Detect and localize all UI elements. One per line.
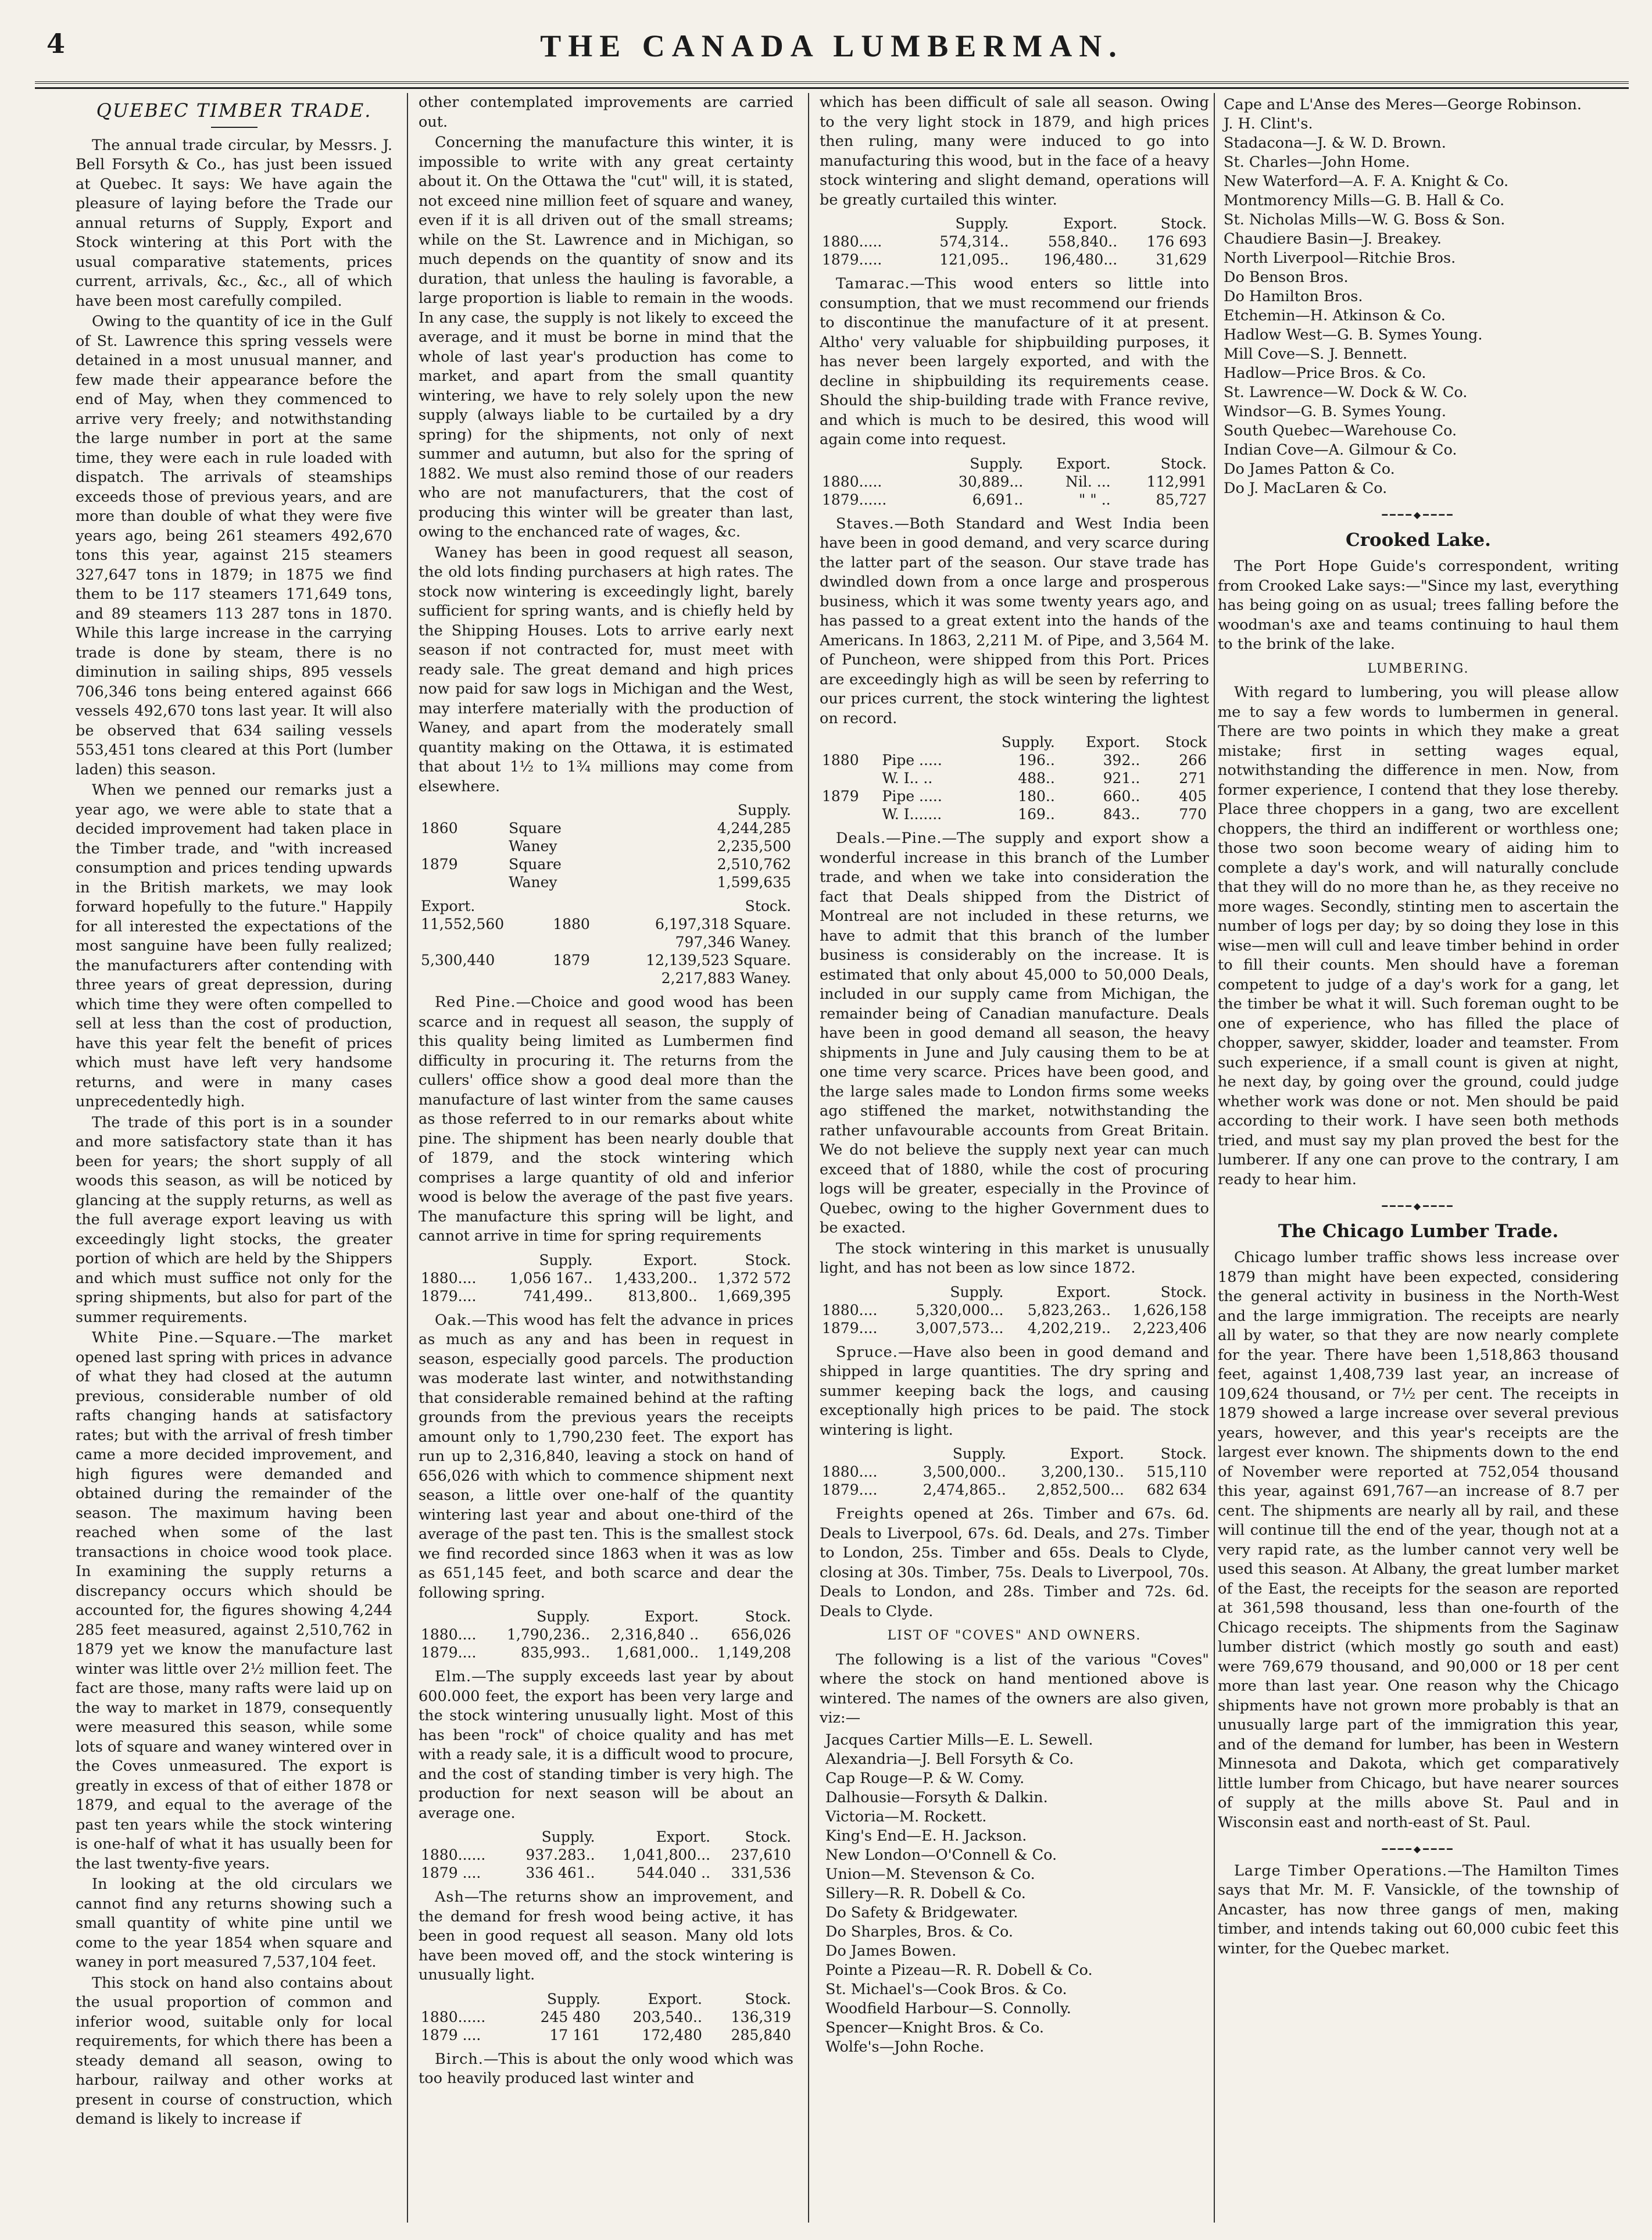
list-item: Chaudiere Basin—J. Breakey. <box>1224 230 1442 248</box>
list-item: Do Benson Bros. <box>1224 269 1349 286</box>
paragraph-text: —This wood has felt the advance in prices as much as any and has been in request in season, especially good parcels. The production was moderate last winter, and notwithstanding that considerable remained behind at the rafting grounds from the previous years the receipts amount only to 1,790,230 feet. The export has run up to 2,316,840, leaving a stock on hand of 656,026 with which to commence shipment next season, a little over one-half of the quantity wintering last year and about one-third of the average of the past ten. This is the smallest stock we find recorded since 1863 when it was as low as 651,145 feet, and both scarce and dear the following spring. <box>419 1311 793 1602</box>
column-1 <box>76 93 392 2228</box>
section-ornament: ━━━━◆━━━━ <box>1382 1201 1455 1212</box>
paragraph <box>820 1505 1209 1621</box>
spruce-table: Supply. Export. Stock. 1880.... 3,500,000.. 3,200,130.. 515,110 1879.... 2,474,865.. 2,852,500... 682 634 <box>820 1445 1209 1499</box>
table-row: 1879..... 121,095.. 196,480... 31,629 <box>822 251 1207 268</box>
paragraph-text: —The Hamilton Times says that Mr. M. F. Vansickle, of the township of Ancaster, has now three gangs of men, making timber, and intends taking out 60,000 cubic feet this winter, for the Quebec market. <box>1218 1862 1619 1957</box>
list-item: New London—O'Connell & Co. <box>825 1846 1057 1864</box>
table-row: 1879.... 741,499.. 813,800.. 1,669,395 <box>421 1287 791 1305</box>
list-item: Do Safety & Bridgewater. <box>825 1903 1018 1921</box>
list-item: Windsor—G. B. Symes Young. <box>1224 403 1446 420</box>
list-item: Dalhousie—Forsyth & Dalkin. <box>825 1788 1048 1806</box>
list-item: J. H. Clint's. <box>1224 115 1313 133</box>
article-title-crooked-lake: Crooked Lake. <box>1346 529 1491 551</box>
paragraph: The Port Hope Guide's correspondent, writing from Crooked Lake says:—"Since my last, everything has being going on as usual; trees falling before the woodman's axe and teams continuing to haul them to the brink of the lake. <box>1218 558 1619 653</box>
section-lead: Red Pine. <box>435 994 516 1011</box>
paragraph <box>419 1311 793 1603</box>
table-row: 11,552,560 1880 6,197,318 Square. <box>421 916 791 933</box>
table-row: 2,217,883 Waney. <box>661 970 791 987</box>
table-row: 1880..... 30,889... Nil. ... 112,991 <box>822 473 1207 490</box>
paragraph-text: —This wood enters so little into consumption, that we must recommend our friends to discontinue the manufacture of it at present. Altho' very valuable for shipbuilding purposes, it has never been largely exported, and with the decline in shipbuilding its requirements cease. Should the ship-building trade with France revive, and which is much to be desired, this wood will again come into request. <box>820 275 1209 448</box>
red-pine-table: Supply. Export. Stock. 1880.... 1,056 167.. 1,433,200.. 1,372 572 1879.... 741,499.. 813,800.. 1,669,395 <box>419 1251 793 1305</box>
section-lead: Spruce. <box>836 1343 898 1361</box>
section-lead: Freights <box>836 1505 904 1523</box>
paragraph-text: —The market opened last spring with prices in advance of what they had closed at the autumn previous, considerable number of old rafts changing hands at satisfactory rates; but with the arrival of fresh timber came a more decided improvement, and high figures were demanded and obtained during the remainder of the season. The maximum having been reached when some of the last transactions in choice wood took place. In examining the supply returns a discrepancy occurs which should be accounted for, the figures showing 4,244 285 feet measured, against 2,510,762 in 1879 yet we know the manufacture last winter was little over 2½ million feet. The fact are those, many rafts were laid up on the way to market in 1879, consequently were measured this season, while some lots of square and waney wintered over in the Coves unmeasured. The export is greatly in excess of that of either 1878 or 1879, and equal to the average of the past ten years while the stock wintering is one-half of what it has usually been for the last twenty-five years. <box>76 1329 392 1873</box>
list-item: Montmorency Mills—G. B. Hall & Co. <box>1224 192 1505 209</box>
list-item: Stadacona—J. & W. D. Brown. <box>1224 134 1446 152</box>
paragraph: Chicago lumber traffic shows less increase over 1879 than might have been expected, considering the general activity in business in the North-West and the large immigration. The receipts are nearly all by water, so that they are now nearly complete for the year. There have been 1,518,863 thousand feet, against 1,408,739 last year, an increase of 109,624 thousand, or 7½ per cent. The receipts in 1879 showed a large increase over several previous years, however, and this year's receipts are the largest ever known. The shipments down to the end of November were reported at 752,054 thousand this year, against 691,767—an increase of 8.7 per cent. The shipments are nearly all by rail, and these will continue till the end of the year, though not at a very rapid rate, as the lumber cannot very well be used this season. At Albany, the great lumber market of the East, the receipts for the season are reported at 361,598 thousand, less than one-fourth of the Chicago receipts. The shipments from the Saginaw lumber district (which mostly go south and east) were 769,679 thousand, and 90,000 or 18 per cent more than last year. One reason why the Chicago shipments have not grown more probably is that an unusually large part of the immigration this year, and of the demand for lumber, has been in Western Minnesota and Dakota, which get comparatively little lumber from Chicago, but have nearer sources of supply at the mills above St. Paul and in Wisconsin east and north-east of St. Paul. <box>1218 1249 1619 1831</box>
subheading-lumbering: LUMBERING. <box>1367 661 1469 676</box>
table-row: 1879.... 2,474,865.. 2,852,500... 682 634 <box>822 1481 1207 1498</box>
list-item: Mill Cove—S. J. Bennett. <box>1224 345 1408 363</box>
paragraph: The trade of this port is in a sounder and more satisfactory state than it has been for years; the short supply of all woods this season, as will be noticed by glancing at the supply returns, as well as the full average export leaving us with exceedingly light stocks, the greater portion of which are held by the Shippers and which must suffice not only for the spring shipments, but also for part of the summer requirements. <box>76 1113 392 1326</box>
table-row: 1880.... 5,320,000... 5,823,263.. 1,626,158 <box>822 1301 1207 1319</box>
list-item: Cap Rouge—P. & W. Comy. <box>825 1769 1025 1787</box>
paragraph: The annual trade circular, by Messrs. J. Bell Forsyth & Co., has just been issued at Quebec. It says: We have again the pleasure of laying before the Trade our annual returns of Supply, Export and Stock wintering at this Port with the usual comparative statements, prices current, arrivals, &c., &c., all of which have been most carefully compiled. <box>76 136 392 310</box>
section-lead: Elm. <box>435 1668 472 1685</box>
oak-table: Supply. Export. Stock. 1880.... 1,790,236.. 2,316,840 .. 656,026 1879.... 835,993.. 1,681,000.. 1,149,208 <box>419 1607 793 1662</box>
paragraph-text: —The supply and export show a wonderful increase in this branch of the Lumber trade, and when we take into consideration the fact that Deals shipped from the District of Montreal are not included in these returns, we have to admit that this branch of the lumber business is considerably on the increase. It is estimated that only about 45,000 to 50,000 Deals, included in our supply came from Michigan, the remainder being of Canadian manufacture. Deals have been in good demand all season, the heavy shipments in June and July causing them to be at one time very scarce. Prices have been good, and the large sales made to London firms some weeks ago stiffened the market, notwithstanding the rather unfavourable accounts from Great Britain. We do not believe the supply next year can much exceed that of 1880, while the cost of procuring logs will be greater, especially in the Province of Quebec, owing to the higher Government dues to be exacted. <box>820 830 1209 1237</box>
paragraph: Owing to the quantity of ice in the Gulf of St. Lawrence this spring vessels were detained in a most unusual manner, and few made their appearance before the end of May, when they commenced to arrive very freely; and notwithstanding the large number in port at the same time, they were each in rule loaded with dispatch. The arrivals of steamships exceeds those of previous years, and are more than double of what they were five years ago, being 261 steamers 492,670 tons this year, against 215 steamers 327,647 tons in 1879; in 1875 we find them to be 117 steamers 171,649 tons, and 89 steamers 113 287 tons in 1870. While this large increase in the carrying trade is done by steam, there is no diminution in sailing ships, 895 vessels 706,346 tons being entered against 666 vessels 492,670 tons last year. It will also be observed that 634 sailing vessels 553,451 tons cleared at this Port (lumber laden) this season. <box>76 313 392 778</box>
section-ornament: ━━━━◆━━━━ <box>1382 1844 1455 1855</box>
paragraph-text: —Both Standard and West India been have been in good demand, and very scarce during the latter part of the season. Our stave trade has dwindled down from a once large and prosperous business, which it was some twenty years ago, and has passed to a great extent into the hands of the Americans. In 1863, 2,211 M. of Pipe, and 3,564 M. of Puncheon, were shipped from this Port. Prices are exceedingly high as will be seen by referring to our prices current, the stock wintering the lightest on record. <box>820 515 1209 727</box>
paragraph <box>820 1343 1209 1441</box>
table-row: 1879.... 835,993.. 1,681,000.. 1,149,208 <box>421 1644 791 1661</box>
paragraph <box>820 515 1209 729</box>
coves-list-continued <box>1218 95 1619 498</box>
list-item: King's End—E. H. Jackson. <box>825 1827 1027 1845</box>
table-row: 1880...... 937.283.. 1,041,800... 237,610 <box>421 1846 791 1863</box>
list-item: Cape and L'Anse des Meres—George Robinson. <box>1224 96 1582 113</box>
paragraph <box>419 544 793 797</box>
tamarac-table: Supply. Export. Stock. 1880..... 30,889... Nil. ... 112,991 1879...... 6,691.. " " .. 85,727 <box>820 455 1209 509</box>
column-4 <box>1218 93 1619 2228</box>
section-lead: Deals.—Pine. <box>836 830 942 847</box>
title-rule <box>211 127 258 128</box>
table-row: Waney 1,599,635 <box>509 874 791 891</box>
table-row: 1879 .... 17 161 172,480 285,840 <box>421 2026 791 2043</box>
paragraph <box>1218 1862 1619 1959</box>
table-row: 1880.... 1,790,236.. 2,316,840 .. 656,026 <box>421 1626 791 1643</box>
table-row: 1879 Pipe ..... 180.. 660.. 405 <box>822 788 1207 805</box>
list-item: Spencer—Knight Bros. & Co. <box>825 2018 1045 2037</box>
column-divider <box>407 93 408 2223</box>
list-item: Victoria—M. Rockett. <box>825 1807 987 1825</box>
table-row: 5,300,440 1879 12,139,523 Square. <box>421 952 791 969</box>
table-row: 797,346 Waney. <box>675 934 791 951</box>
masthead: THE CANADA LUMBERMAN. <box>540 28 1124 63</box>
paragraph-text: —This is about the only wood which was too heavily produced last winter and <box>419 2050 793 2087</box>
section-lead: Tamarac. <box>836 275 910 292</box>
list-item: Sillery—R. R. Dobell & Co. <box>825 1884 1026 1902</box>
staves-table: Supply. Export. Stock 1880 Pipe ..... 196.. 392.. 266 W. I.. .. 488.. 921.. 271 1879 Pipe ..... 180.. 660.. 405 W. I....... 169.. 843.. 770 <box>820 733 1209 823</box>
page-header <box>35 5 1629 69</box>
list-item: St. Charles—John Home. <box>1224 153 1410 171</box>
paragraph: which has been difficult of sale all season. Owing to the very light stock in 1879, and high prices then ruling, many were induced to go into manufacturing this wood, but in the face of a heavy stock wintering and slight demand, operations will be greatly curtailed this winter. <box>820 94 1209 209</box>
paragraph-text: has been in good request all season, the old lots finding purchasers at high rates. The stock now wintering is exceedingly light, barely sufficient for spring wants, and is chiefly held by the Shipping Houses. Lots to arrive early next season if not contracted for, must meet with ready sale. The great demand and high prices now paid for saw logs in Michigan and the West, may interfere materially with the production of Waney, and apart from the moderately small quantity making on the Ottawa, it is estimated that about 1½ to 1¾ millions may come from elsewhere. <box>419 544 793 795</box>
section-ornament: ━━━━◆━━━━ <box>1382 509 1455 520</box>
list-item: Hadlow—Price Bros. & Co. <box>1224 365 1426 382</box>
section-lead: Staves. <box>836 515 895 533</box>
waney-supply-table <box>419 801 793 891</box>
table-row: 1879 .... 336 461.. 544.040 .. 331,536 <box>421 1864 791 1881</box>
list-item: Indian Cove—A. Gilmour & Co. <box>1224 441 1457 459</box>
list-item: Woodfield Harbour—S. Connolly. <box>825 1999 1071 2017</box>
paragraph: The stock wintering in this market is unusually light, and has not been as low since 1872. <box>820 1239 1209 1277</box>
table-row: W. I....... 169.. 843.. 770 <box>882 806 1207 823</box>
list-item: Do Sharples, Bros. & Co. <box>825 1923 1013 1941</box>
paragraph: In looking at the old circulars we cannot find any returns showing such a small quantity of white pine until we come to the year 1854 when square and waney in port measured 7,537,104 feet. <box>76 1875 392 1971</box>
paragraph: other contemplated improvements are carried out. <box>419 94 793 131</box>
paragraph-text: —Choice and good wood has been scarce and in request all season, the supply of this quality being limited as Lumbermen find difficulty in procuring it. The returns from the cullers' office show a good deal more than the manufacture of last winter from the same causes as those referred to in our remarks about white pine. The shipment has been nearly double that of 1879, and the stock wintering which comprises a large quantity of old and inferior wood is below the average of the past five years. The manufacture this spring will be light, and cannot arrive in time for spring requirements <box>419 994 793 1245</box>
deals-table: Supply. Export. Stock. 1880.... 5,320,000... 5,823,263.. 1,626,158 1879.... 3,007,573... 4,202,219.. 2,223,406 <box>820 1283 1209 1337</box>
table-row: Waney 2,235,500 <box>509 838 791 855</box>
header-rule <box>35 81 1629 89</box>
paragraph-text: opened at 26s. Timber and 67s. 6d. Deals to Liverpool, 67s. 6d. Deals, and 27s. Timber to London, 25s. Timber and 65s. Deals to Clyde, closing at 30s. Timber, 75s. Deals to Liverpool, 70s. Deals to London, and 28s. Timber and 72s. 6d. Deals to Clyde. <box>820 1505 1209 1620</box>
page-number: 4 <box>47 28 66 59</box>
list-item: Etchemin—H. Atkinson & Co. <box>1224 307 1446 324</box>
list-item: South Quebec—Warehouse Co. <box>1224 422 1457 440</box>
list-item: St. Nicholas Mills—W. G. Boss & Son. <box>1224 211 1506 228</box>
column-divider <box>1214 93 1215 2223</box>
section-lead: Oak. <box>435 1311 472 1329</box>
birch-table: Supply. Export. Stock. 1880..... 574,314.. 558,840.. 176 693 1879..... 121,095.. 196,480... 31,629 <box>820 215 1209 269</box>
column-header: Stock. <box>745 898 791 914</box>
article-title-quebec: QUEBEC TIMBER TRADE. <box>96 99 372 122</box>
section-lead: White Pine.—Square. <box>92 1329 277 1346</box>
section-lead: Waney <box>435 544 488 562</box>
paragraph-text: —The returns show an improvement, and the demand for fresh wood being active, it has been in good request all season. Many old lots have been moved off, and the stock wintering is unusually light. <box>419 1888 793 1984</box>
section-lead: Ash <box>435 1888 464 1906</box>
table-row: W. I.. .. 488.. 921.. 271 <box>882 770 1207 787</box>
list-item: Do J. MacLaren & Co. <box>1224 480 1388 497</box>
table-row: 1879...... 6,691.. " " .. 85,727 <box>822 491 1207 508</box>
coves-list <box>820 1731 1209 2057</box>
list-item: New Waterford—A. F. A. Knight & Co. <box>1224 173 1509 190</box>
table-row: 1880..... 574,314.. 558,840.. 176 693 <box>822 233 1207 250</box>
column-header: Supply. <box>738 802 791 819</box>
table-row: 1880.... 3,500,000.. 3,200,130.. 515,110 <box>822 1463 1207 1480</box>
list-item: North Liverpool—Ritchie Bros. <box>1224 249 1456 267</box>
list-item: Do James Patton & Co. <box>1224 460 1395 478</box>
column-header: Export. <box>421 898 475 914</box>
table-row: 1879 Square 2,510,762 <box>421 856 791 873</box>
list-item: Jacques Cartier Mills—E. L. Sewell. <box>825 1731 1093 1749</box>
paragraph <box>419 2050 793 2089</box>
list-item: Alexandria—J. Bell Forsyth & Co. <box>825 1750 1074 1768</box>
paragraph: When we penned our remarks just a year ago, we were able to state that a decided improvement had taken place in the Timber trade, and "with increased consumption and prices tending upwards in the British markets, we may look forward hopefully to the future." Happily for all interested the expectations of the most sanguine have been fully realized; the manufacturers after contending with three years of great depression, during which time they were often compelled to sell at less than the cost of production, have this year felt the benefit of prices which must have left very handsome returns, and were in many cases unprecedentedly high. <box>76 781 392 1110</box>
article-title-chicago: The Chicago Lumber Trade. <box>1278 1220 1559 1242</box>
waney-export-table <box>419 897 793 987</box>
table-row: 1860 Square 4,244,285 <box>421 820 791 837</box>
table-row: 1880...... 245 480 203,540.. 136,319 <box>421 2008 791 2025</box>
paragraph <box>820 274 1209 450</box>
column-2 <box>419 93 793 2228</box>
section-lead: Birch. <box>435 2050 484 2068</box>
list-item: Do James Bowen. <box>825 1942 957 1960</box>
list-item: Hadlow West—G. B. Symes Young. <box>1224 326 1483 344</box>
paragraph-text: —The supply exceeds last year by about 600.000 feet, the export has been very large and the stock wintering unusually light. Most of this has been "rock" of choice quality and has met with a ready sale, it is a difficult wood to procure, and the cost of standing timber is very high. The production for next season will be about an average one. <box>419 1668 793 1822</box>
coves-list-title: LIST OF "COVES" AND OWNERS. <box>887 1628 1142 1643</box>
table-row: 1879.... 3,007,573... 4,202,219.. 2,223,406 <box>822 1319 1207 1337</box>
paragraph-text: —Have also been in good demand and shipped in large quantities. The dry spring and summer keeping back the logs, and causing exceptionally high prices to be paid. The stock wintering is light. <box>820 1343 1209 1439</box>
paragraph: The following is a list of the various "Coves" where the stock on hand mentioned above is wintered. The names of the owners are also given, viz:— <box>820 1650 1209 1727</box>
column-divider <box>808 93 809 2223</box>
ash-table: Supply. Export. Stock. 1880...... 245 480 203,540.. 136,319 1879 .... 17 161 172,480 285,840 <box>419 1990 793 2044</box>
paragraph: This stock on hand also contains about the usual proportion of common and inferior wood, suitable only for local requirements, for which there has been a steady demand all season, owing to harbour, railway and other works at present in course of construction, which demand is likely to increase if <box>76 1974 392 2128</box>
list-item: Wolfe's—John Roche. <box>825 2038 985 2056</box>
list-item: Pointe a Pizeau—R. R. Dobell & Co. <box>825 1961 1093 1979</box>
paragraph <box>419 993 793 1246</box>
paragraph: Concerning the manufacture this winter, it is impossible to write with any great certainty about it. On the Ottawa the "cut" will, it is stated, not exceed nine million feet of square and waney, even if it is all driven out of the small streams; while on the St. Lawrence and in Michigan, so much depends on the quantity of snow and its duration, that unless the hauling is favorable, a large proportion is liable to remain in the woods. In any case, the supply is not likely to exceed the average, and it must be borne in mind that the whole of last year's production has come to market, and apart from the small quantity wintering, we have to rely solely upon the new supply (always liable to be curtailed by a dry spring) for the shipments, not only of next summer and autumn, but also for the spring of 1882. We must also remind those of our readers who are not manufacturers, that the cost of producing this winter will be greater than last, owing to the enchanced rate of wages, &c. <box>419 134 793 541</box>
list-item: St. Lawrence—W. Dock & W. Co. <box>1224 384 1468 401</box>
paragraph <box>419 1667 793 1823</box>
section-lead: Large Timber Operations. <box>1234 1862 1448 1880</box>
paragraph: With regard to lumbering, you will please allow me to say a few words to lumbermen in general. There are two points in which they make a great mistake; first in setting wages equal, notwithstanding the difference in men. Now, from former experience, I contend that they lose thereby. Place three choppers in a gang, two are excellent choppers, the third an indifferent or worthless one; those two soon become weary of aiding him to complete a day's work, and will naturally conclude that they will do no more than he, as they receive no more wages. Secondly, stinting men to ascertain the number of logs per day; by so doing they lose in this wise—men will cull and leave timber behind in order to fill their counts. Men should have a foreman competent to judge of a day's work for a gang, let the timber be what it will. Such foreman ought to be one of experience, who has filled the place of chopper, sawyer, skidder, loader and teamster. From such experience, if a small count is given at night, he next day, by going over the ground, could judge whether work was done or not. Men should be paid according to their work. I have seen both methods tried, and must say my plan proved the best for the lumberer. If any one can prove to the contrary, I am ready to hear him. <box>1218 684 1619 1188</box>
paragraph <box>76 1328 392 1874</box>
table-row: 1880 Pipe ..... 196.. 392.. 266 <box>822 752 1207 769</box>
paragraph <box>820 829 1209 1238</box>
list-item: St. Michael's—Cook Bros. & Co. <box>825 1980 1067 1998</box>
paragraph <box>419 1888 793 1985</box>
column-3 <box>820 93 1209 2228</box>
elm-table: Supply. Export. Stock. 1880...... 937.283.. 1,041,800... 237,610 1879 .... 336 461.. 544.040 .. 331,536 <box>419 1828 793 1882</box>
table-row: 1880.... 1,056 167.. 1,433,200.. 1,372 572 <box>421 1269 791 1287</box>
list-item: Do Hamilton Bros. <box>1224 288 1363 305</box>
list-item: Union—M. Stevenson & Co. <box>825 1865 1035 1883</box>
